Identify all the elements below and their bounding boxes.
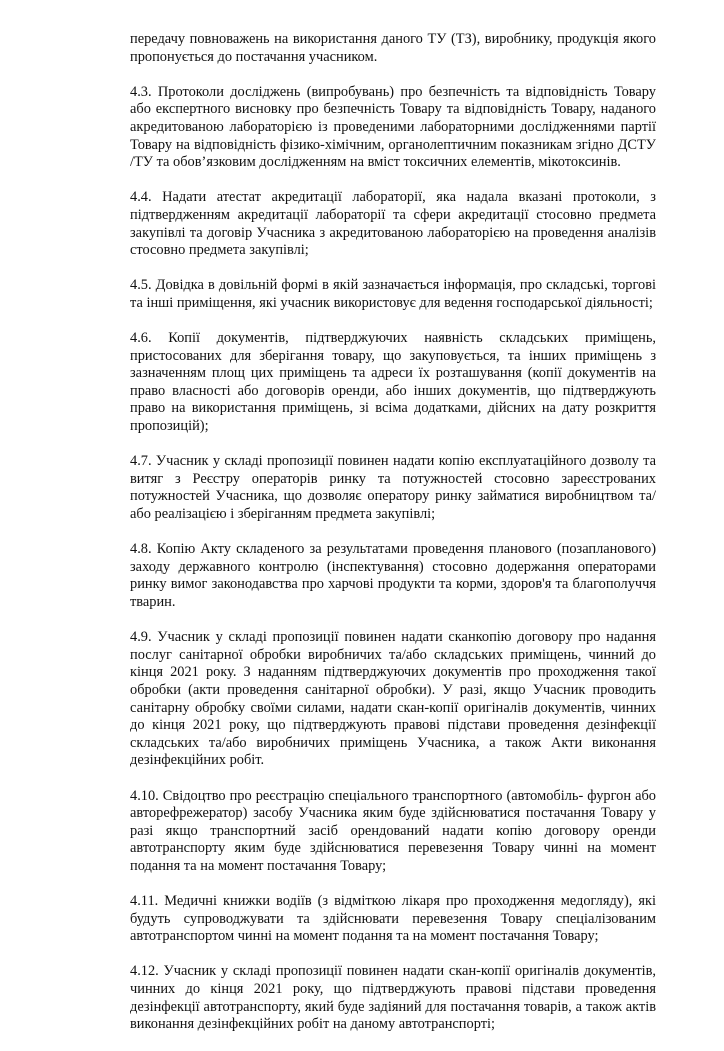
paragraph-4-11: 4.11. Медичні книжки водіїв (з відміткою лікаря про проходження медогляду), які будуть супроводжувати та здійснювати перевезення Товару спеціалізованим автотранспортом чинні на момент подання та на момент постачання Товару; xyxy=(130,893,656,945)
paragraph-4-12: 4.12. Учасник у складі пропозиції повинен надати скан-копії оригіналів документів, чинних до кінця 2021 року, що підтверджують правові підстави проведення дезінфекції автотранспорту, який буде задіяний для постачання товарів, а також актів виконання дезінфекційних робіт на даному автотранспорті; xyxy=(130,963,656,1033)
document-page xyxy=(130,31,656,1051)
paragraph-4-5: 4.5. Довідка в довільній формі в якій зазначається інформація, про складські, торгові та інші приміщення, які учасник використовує для ведення господарської діяльності; xyxy=(130,277,656,311)
paragraph-continuation: передачу повноважень на використання даного ТУ (ТЗ), виробнику, продукція якого пропонується до постачання учасником. xyxy=(130,31,656,65)
paragraph-4-7: 4.7. Учасник у складі пропозиції повинен надати копію експлуатаційного дозволу та витяг з Реєстру операторів ринку та потужностей стосовно зареєстрованих потужностей Учасника, що дозволяє оператору ринку займатися виробництвом та/або реалізацією і зберіганням предмета закупівлі; xyxy=(130,453,656,523)
paragraph-4-3: 4.3. Протоколи досліджень (випробувань) про безпечність та відповідність Товару або експертного висновку про безпечність Товару та відповідність Товару, наданого акредитованою лабораторією із проведеними лабораторними дослідженнями партії Товару на відповідність фізико-хімічним, органолептичним показникам згідно ДСТУ /ТУ та обов’язковим дослідженням на вміст токсичних елементів, мікотоксинів. xyxy=(130,83,656,171)
paragraph-4-10: 4.10. Свідоцтво про реєстрацію спеціального транспортного (автомобіль- фургон або авторефрежератор) засобу Учасника яким буде здійснюватися постачання Товару у разі якщо транспортний засіб орендований надати копію договору оренди автотранспорту яким буде здійснюватися перевезення Товару чинні на момент подання та на момент постачання Товару; xyxy=(130,787,656,874)
paragraph-4-6: 4.6. Копії документів, підтверджуючих наявність складських приміщень, пристосованих для зберігання товару, що закуповується, та інших приміщень з зазначенням площ цих приміщень та адреси їх розташування (копії документів на право власності або договорів оренди, або інших документів, що підтверджують право на використання приміщень, зі всіма додатками, дійсних на дату розкриття пропозицій); xyxy=(130,330,656,435)
paragraph-4-4: 4.4. Надати атестат акредитації лабораторії, яка надала вказані протоколи, з підтвердженням акредитації лабораторії та сфери акредитації стосовно предмета закупівлі та договір Учасника з акредитованою лабораторією на проведення аналізів стосовно предмета закупівлі; xyxy=(130,189,656,259)
paragraph-4-9: 4.9. Учасник у складі пропозиції повинен надати сканкопію договору про надання послуг санітарної обробки виробничих та/або складських приміщень, чинний до кінця 2021 року. З наданням підтверджуючих документів про проходження такої обробки (акти проведення санітарної обробки). У разі, якщо Учасник проводить санітарну обробку своїми силами, надати скан-копії оригіналів документів, чинних до кінця 2021 року, що підтверджують правові підстави проведення дезінфекції складських та/або виробничих приміщень Учасника, а також Акти виконання дезінфекційних робіт. xyxy=(130,629,656,769)
paragraph-4-8: 4.8. Копію Акту складеного за результатами проведення планового (позапланового) заходу державного контролю (інспектування) стосовно додержання операторами ринку вимог законодавства про харчові продукти та корми, здоров'я та благополуччя тварин. xyxy=(130,541,656,610)
